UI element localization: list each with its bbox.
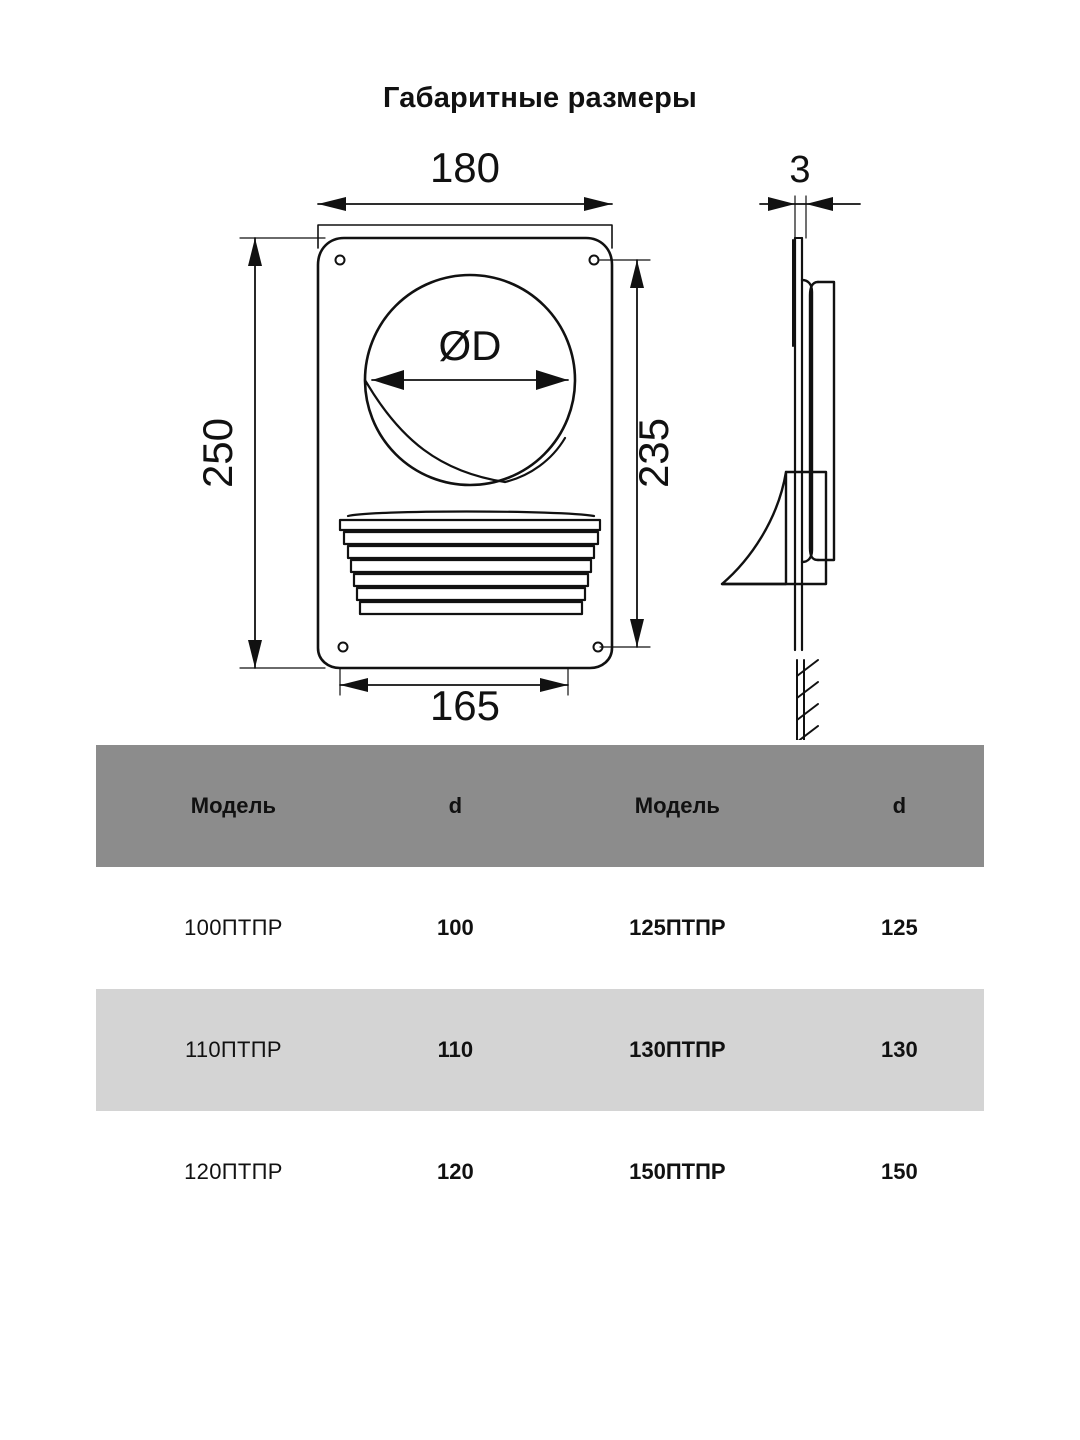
dim-label-235: 235 — [630, 417, 677, 489]
cell-model-a: 100ПТПР — [96, 867, 371, 989]
screw-hole-bottom-left — [339, 643, 348, 652]
arrow-180-left — [318, 197, 346, 211]
cell-model-b: 150ПТПР — [540, 1111, 815, 1233]
table-body — [96, 867, 984, 1233]
cell-model-b: 125ПТПР — [540, 867, 815, 989]
cell-model-a: 110ПТПР — [96, 989, 371, 1111]
table-header-model-a: Модель — [96, 745, 371, 867]
flap-arc — [365, 380, 505, 482]
side-flap — [722, 472, 786, 584]
side-hatching — [797, 660, 818, 740]
cell-d-b: 125 — [815, 867, 984, 989]
dim-label-3: 3 — [789, 149, 811, 191]
table-header-d-a: d — [371, 745, 540, 867]
arrow-250-top — [248, 238, 262, 266]
dim-label-diameter: ØD — [438, 322, 502, 369]
arrow-235-bottom — [630, 619, 644, 647]
table-header-model-b: Модель — [540, 745, 815, 867]
arrow-diameter-left — [372, 370, 404, 390]
screw-hole-top-right — [590, 256, 599, 265]
table-head — [96, 745, 984, 867]
dim-label-165: 165 — [429, 682, 501, 729]
table-row — [96, 989, 984, 1111]
cell-d-a: 110 — [371, 989, 540, 1111]
louver-grille — [340, 512, 600, 615]
arrow-235-top — [630, 260, 644, 288]
arrow-diameter-right — [536, 370, 568, 390]
top-dim-extension — [318, 225, 612, 248]
cell-d-a: 100 — [371, 867, 540, 989]
dimension-drawing — [0, 120, 1080, 740]
cell-model-a: 120ПТПР — [96, 1111, 371, 1233]
arrow-165-right — [540, 678, 568, 692]
arrow-3-left — [768, 197, 795, 211]
arrow-250-bottom — [248, 640, 262, 668]
screw-hole-top-left — [336, 256, 345, 265]
table-header-d-b: d — [815, 745, 984, 867]
specifications-table — [96, 745, 984, 1233]
page-title: Габаритные размеры — [383, 82, 697, 114]
arrow-3-right — [806, 197, 833, 211]
arrow-180-right — [584, 197, 612, 211]
table-row — [96, 867, 984, 989]
drawing-svg — [0, 120, 1080, 740]
dim-label-250: 250 — [194, 417, 241, 489]
side-body-left — [810, 282, 818, 560]
table-row — [96, 1111, 984, 1233]
cell-d-b: 150 — [815, 1111, 984, 1233]
arrow-165-left — [340, 678, 368, 692]
cell-d-a: 120 — [371, 1111, 540, 1233]
faceplate-outline — [318, 238, 612, 668]
dim-label-180: 180 — [429, 144, 501, 191]
cell-d-b: 130 — [815, 989, 984, 1111]
table-header-row — [96, 745, 984, 867]
cell-model-b: 130ПТПР — [540, 989, 815, 1111]
